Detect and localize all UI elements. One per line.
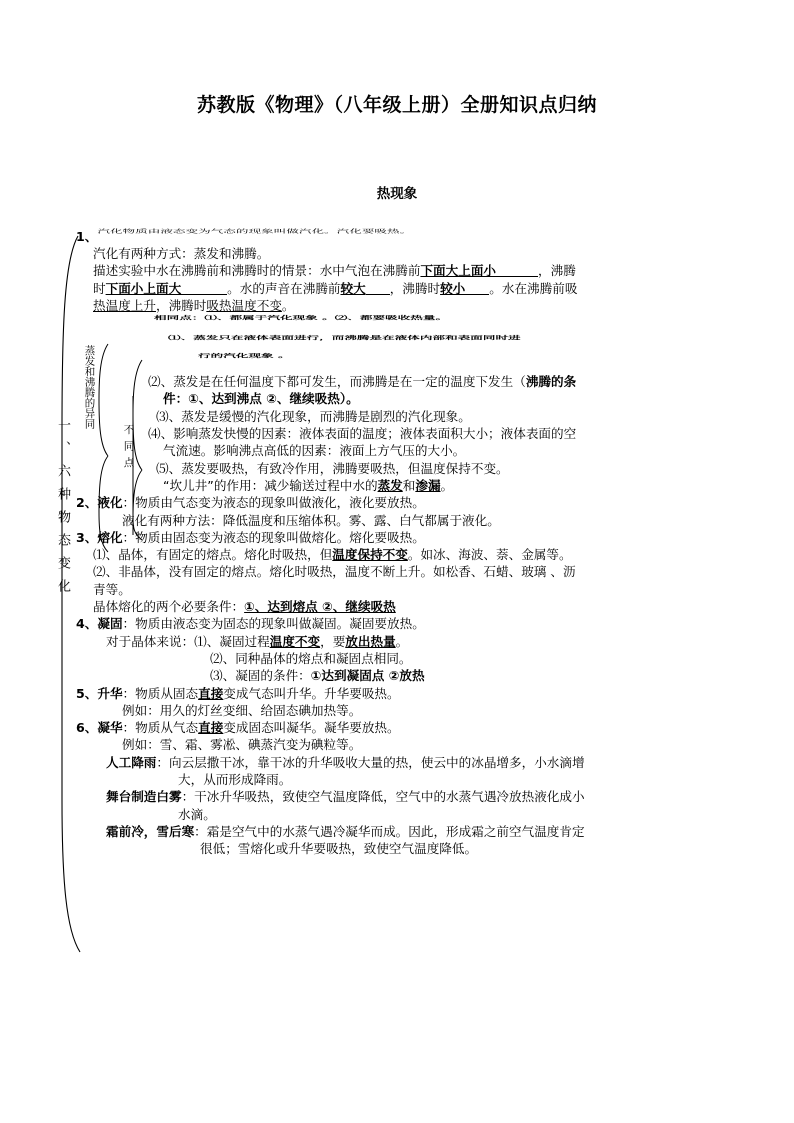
phenomenon-frost-text1: ：霜是空气中的水蒸气遇冷凝华而成。因此，形成霜之前空气温度肯定 <box>194 823 585 839</box>
phenomenon-fog-line1 <box>60 788 760 805</box>
exp2-text-e: ，沸腾时 <box>389 280 441 296</box>
item3-term: 熔化 <box>97 529 123 545</box>
item1-diff4-line2: 气流速。影响沸点高低的因素：液面上方气压的大小。 <box>163 443 466 459</box>
item2-term: 液化 <box>97 495 123 511</box>
item1-diff1-a: ⑴、蒸发只在液体表面进行，而沸腾是在液体内部和表面同时进 <box>168 334 521 341</box>
item4-sub3-a: ⑶、凝固的条件： <box>210 668 311 684</box>
karez-text-c: 和 <box>402 477 416 493</box>
item1-experiment-line3 <box>60 297 760 314</box>
item6-example: 例如：雪、霜、雾凇、碘蒸汽变为碘粒等。 <box>122 737 362 753</box>
item4-definition: ：物质由液态变为固态的现象叫做凝固。凝固要放热。 <box>122 616 425 632</box>
exp3-text-a: 热温度上升 <box>93 297 156 313</box>
phenomenon-fog-term: 舞台制造白雾 <box>106 789 182 805</box>
phenomenon-rain-line1 <box>60 754 760 771</box>
item6-heading-row <box>60 719 760 736</box>
blank-underline-2 <box>181 281 227 295</box>
item4-sub1-e: 。 <box>395 633 409 649</box>
phenomenon-rain-text1: ：向云层撒干冰，靠干冰的升华吸收大量的热，使云中的冰晶增多，小水滴增 <box>156 754 585 770</box>
item1-diff2-line1 <box>60 373 760 390</box>
item1-definition: 物质由液态变为气态的现象叫做汽化。汽化要吸热。 <box>122 228 413 235</box>
exp1-emph-b: 下面大上面小 <box>420 263 496 279</box>
item1-experiment-line1 <box>60 262 760 279</box>
karez-text-e: 。 <box>440 477 454 493</box>
exp2-emph-d: 较大 <box>340 280 366 296</box>
karez-emph-d: 渗漏 <box>415 477 441 493</box>
item4-sub1-emph-b: 温度不变 <box>269 633 321 649</box>
karez-text-a: “坎儿井”的作用：减少输送过程中水的 <box>163 477 378 493</box>
phenomenon-rain-line2: 大，从而形成降雨。 <box>178 772 292 788</box>
item4-sub3 <box>60 667 760 684</box>
phenomenon-frost-term: 霜前冷，雪后寒 <box>106 823 195 839</box>
item5-number: 5、 <box>76 685 98 701</box>
item4-sub3-emph: ①达到凝固点 ②放热 <box>310 668 425 684</box>
item1-diff3: ⑶、蒸发是缓慢的汽化现象，而沸腾是剧烈的汽化现象。 <box>156 408 471 424</box>
item3-heading-row <box>60 529 760 546</box>
item4-term: 凝固 <box>97 616 123 632</box>
item1-heading-row: 1、汽化物质由液态变为气态的现象叫做汽化。汽化要吸热。 <box>76 228 413 244</box>
body-text <box>60 228 760 858</box>
item1-diff1-b: 行的汽化现象 。 <box>198 352 291 359</box>
item1-diff1-row-a <box>60 334 760 343</box>
phenomenon-fog-text1: ：干冰升华吸热，致使空气温度降低，空气中的水蒸气遇冷放热液化成小 <box>181 789 585 805</box>
item3-sub1 <box>60 546 760 563</box>
item3-definition: ：物质由固态变为液态的现象叫做熔化。熔化要吸热。 <box>122 529 425 545</box>
exp2-text-a: 时 <box>93 280 106 296</box>
item4-sub1 <box>60 633 760 650</box>
item2-number: 2、 <box>76 495 98 511</box>
item5-heading-row <box>60 685 760 702</box>
exp2-emph-f: 较小 <box>440 280 466 296</box>
item5-def-c: 变成气态叫升华。升华要吸热。 <box>223 685 400 701</box>
item3-cond-emph: ①、达到熔点 ②、继续吸热 <box>244 599 396 615</box>
item3-sub2-line1: ⑵、非晶体，没有固定的熔点。熔化时吸热，温度不断上升。如松香、石蜡、玻璃 、沥 <box>93 564 576 580</box>
item3-sub2-line2: 青等。 <box>93 581 131 597</box>
phenomenon-fog-line2: 水滴。 <box>178 806 216 822</box>
item3-sub1-emph: 温度保持不变 <box>332 547 408 563</box>
vertical-label-differences: 不同点 <box>122 424 135 474</box>
exp1-text-a: 描述实验中水在沸腾前和沸腾时的情景：水中气泡在沸腾前 <box>93 263 421 279</box>
item5-example: 例如：用久的灯丝变细、给固态碘加热等。 <box>122 702 362 718</box>
karez-emph-b: 蒸发 <box>377 477 403 493</box>
item1-diff2-line2: 件：①、达到沸点 ②、继续吸热）。 <box>163 391 359 407</box>
item1-diff1-row-b <box>60 352 760 361</box>
item6-term: 凝华 <box>97 720 123 736</box>
exp2-text-g: 。水在沸腾前吸 <box>489 280 578 296</box>
item4-sub2: ⑵、同种晶体的熔点和凝固点相同。 <box>210 650 412 666</box>
item5-def-emph: 直接 <box>198 685 224 701</box>
exp3-text-b: ，沸腾时 <box>155 297 207 313</box>
item2-definition: ：物质由气态变为液态的现象叫做液化，液化要放热。 <box>122 495 425 511</box>
item4-number: 4、 <box>76 616 98 632</box>
item6-def-c: 变成固态叫凝华。凝华要放热。 <box>223 720 400 736</box>
item1-number: 1 <box>76 229 85 244</box>
blank-underline-3 <box>366 281 390 295</box>
item4-sub1-emph-d: 放出热量 <box>345 633 396 649</box>
item5-term: 升华 <box>97 685 123 701</box>
vertical-label-evaporation-boiling: 蒸发和沸腾的异同 <box>83 345 96 429</box>
exp1-text-c: ，沸腾 <box>538 263 576 279</box>
blank-underline-4 <box>465 281 489 295</box>
exp3-text-c: 吸热温度不变 <box>206 297 282 313</box>
item1-same-points-row <box>60 314 760 323</box>
item4-sub1-a: 对于晶体来说：⑴、凝固过程 <box>106 633 270 649</box>
item1-experiment-line2 <box>60 280 760 297</box>
phenomenon-frost-line1 <box>60 823 760 840</box>
item1-term: 汽化 <box>97 228 123 235</box>
item1-diff5: ⑸、蒸发要吸热，有致冷作用，沸腾要吸热，但温度保持不变。 <box>156 460 509 476</box>
item6-def-a: ：物质从气态 <box>122 720 199 736</box>
section-heading: 热现象 <box>376 186 418 202</box>
vertical-label-six-phase-changes: 一、六种物态变化 <box>55 418 70 602</box>
item4-sub1-c: ，要 <box>320 633 346 649</box>
item3-sub1-a: ⑴、晶体，有固定的熔点。熔化时吸热，但 <box>93 547 333 563</box>
diff2-text-a: ⑵、蒸发是在任何温度下都可发生，而沸腾是在一定的温度下发生（ <box>148 374 526 390</box>
item1-methods-line: 汽化有两种方式：蒸发和沸腾。 <box>93 246 270 261</box>
item6-def-emph: 直接 <box>198 720 224 736</box>
item3-sub1-c: 。如冰、海波、萘、金属等。 <box>407 547 572 563</box>
item3-cond-a: 晶体熔化的两个必要条件： <box>93 599 245 615</box>
item2-line2: 液化有两种方法：降低温度和压缩体积。雾、露、白气都属于液化。 <box>122 512 500 528</box>
diff2-emph-b: 沸腾的条 <box>525 374 577 390</box>
item5-def-a: ：物质从固态 <box>122 685 199 701</box>
exp2-emph-b: 下面小上面大 <box>105 280 182 296</box>
item1-karez-line <box>60 477 760 494</box>
exp2-text-c: 。水的声音在沸腾前 <box>227 280 341 296</box>
item4-heading-row <box>60 615 760 632</box>
item3-number: 3、 <box>76 529 98 545</box>
item2-heading-row <box>60 494 760 511</box>
phenomenon-frost-line2: 很低；雪熔化或升华要吸热，致使空气温度降低。 <box>200 841 478 857</box>
page-title: 苏教版《物理》（八年级上册）全册知识点归纳 <box>196 94 597 116</box>
exp3-text-d: 。 <box>281 297 295 313</box>
item3-condition <box>60 598 760 615</box>
item1-same-points: 相同点：⑴、都属于汽化现象 。⑵、都要吸收热量。 <box>154 314 449 321</box>
item6-number: 6、 <box>76 720 98 736</box>
blank-underline-1 <box>496 263 538 277</box>
phenomenon-rain-term: 人工降雨 <box>106 754 157 770</box>
item1-diff4-line1: ⑷、影响蒸发快慢的因素：液体表面的温度；液体表面积大小；液体表面的空 <box>148 426 577 442</box>
